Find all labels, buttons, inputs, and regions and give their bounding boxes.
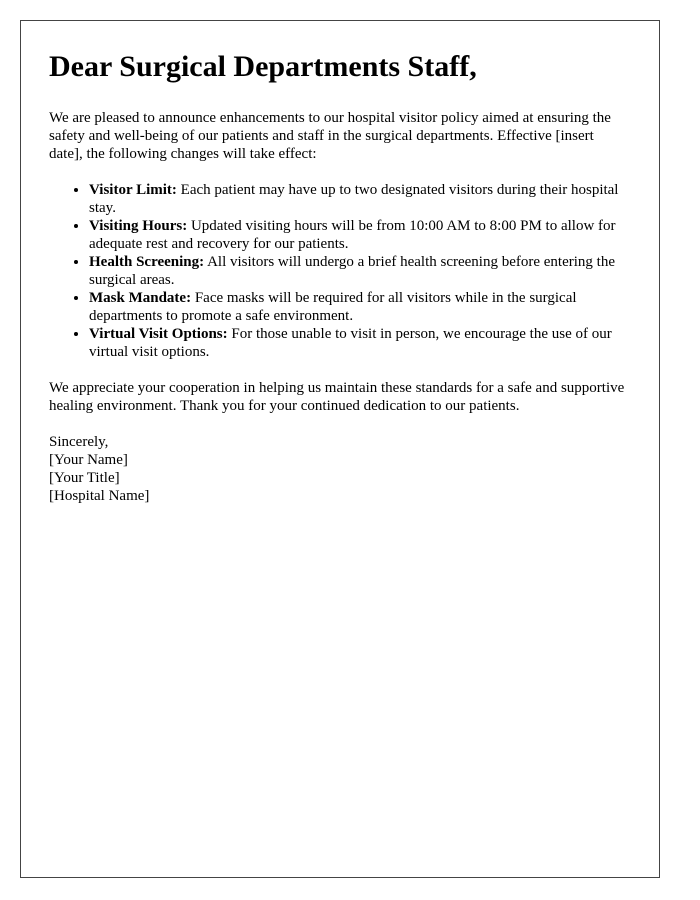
letter-page [20,20,660,878]
closing-paragraph: We appreciate your cooperation in helping us maintain these standards for a safe and supportive healing environment. Thank you for your continued dedication to our patients. [49,380,625,414]
signature-org: [Hospital Name] [49,488,150,504]
signoff: Sincerely, [49,434,109,450]
list-item [89,181,631,217]
policy-list [49,181,631,361]
list-item [89,325,631,361]
policy-term: Virtual Visit Options: [89,326,228,342]
policy-term: Visiting Hours: [89,218,188,234]
list-item [89,253,631,289]
list-item [89,217,631,253]
signature-title: [Your Title] [49,470,120,486]
policy-term: Mask Mandate: [89,290,192,306]
intro-paragraph: We are pleased to announce enhancements to our hospital visitor policy aimed at ensuring the safety and well-being of our patients and staff in the surgical departments. Effective [insert date], the following changes will take effect: [49,110,611,162]
signature-block [49,433,631,505]
policy-text: Updated visiting hours will be from 10:00 AM to 8:00 PM to allow for adequate rest and recovery for our patients. [89,218,616,252]
list-item [89,289,631,325]
policy-text: All visitors will undergo a brief health screening before entering the surgical areas. [89,254,615,288]
policy-text: Face masks will be required for all visitors while in the surgical departments to promote a safe environment. [89,290,577,324]
policy-term: Health Screening: [89,254,205,270]
signature-name: [Your Name] [49,452,128,468]
policy-text: Each patient may have up to two designated visitors during their hospital stay. [89,182,619,216]
policy-term: Visitor Limit: [89,182,177,198]
salutation-heading: Dear Surgical Departments Staff, [49,50,477,83]
policy-text: For those unable to visit in person, we encourage the use of our virtual visit options. [89,326,612,360]
